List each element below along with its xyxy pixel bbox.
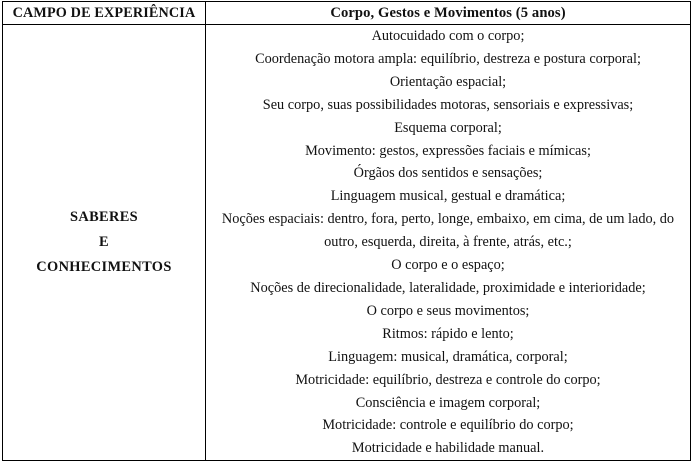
list-item: Movimento: gestos, expressões faciais e mímicas; (305, 142, 591, 159)
list-item: Órgãos dos sentidos e sensações; (353, 165, 543, 182)
list-item: Motricidade e habilidade manual. (351, 440, 545, 457)
list-item: Linguagem musical, gestual e dramática; (330, 188, 566, 205)
table-header (3, 2, 691, 25)
list-item: O corpo e seus movimentos; (366, 302, 530, 319)
header-row (3, 2, 691, 25)
curriculum-table (2, 1, 691, 461)
header-cell-field: CAMPO DE EXPERIÊNCIA (3, 2, 206, 25)
row-content-cell (206, 25, 691, 461)
list-item: Motricidade: controle e equilíbrio do corpo; (322, 417, 574, 434)
row-label-line: SABERES (69, 209, 139, 226)
row-label-saberes-e-conhecimentos (3, 25, 206, 461)
list-item: Consciência e imagem corporal; (355, 394, 541, 411)
list-item: Coordenação motora ampla: equilíbrio, destreza e postura corporal; (255, 50, 641, 67)
list-item: Noções espaciais: dentro, fora, perto, longe, embaixo, em cima, de um lado, do outro, esquerda, direita, à frente, atrás, etc.; (221, 211, 675, 251)
knowledge-item-list (206, 25, 690, 460)
list-item: Motricidade: equilíbrio, destreza e controle do corpo; (295, 371, 601, 388)
table-body (3, 25, 691, 461)
list-item: O corpo e o espaço; (391, 257, 505, 274)
list-item: Orientação espacial; (389, 73, 507, 90)
list-item: Esquema corporal; (394, 119, 502, 136)
list-item: Autocuidado com o corpo; (371, 28, 525, 44)
list-item: Ritmos: rápido e lento; (382, 325, 514, 342)
row-label-line: CONHECIMENTOS (36, 259, 172, 276)
table-row (3, 25, 691, 461)
row-label-line: E (99, 234, 109, 251)
list-item: Noções de direcionalidade, lateralidade, proximidade e interioridade; (250, 279, 646, 296)
header-cell-value: Corpo, Gestos e Movimentos (5 anos) (206, 2, 691, 25)
list-item: Linguagem: musical, dramática, corporal; (328, 348, 568, 365)
list-item: Seu corpo, suas possibilidades motoras, sensoriais e expressivas; (262, 96, 634, 113)
